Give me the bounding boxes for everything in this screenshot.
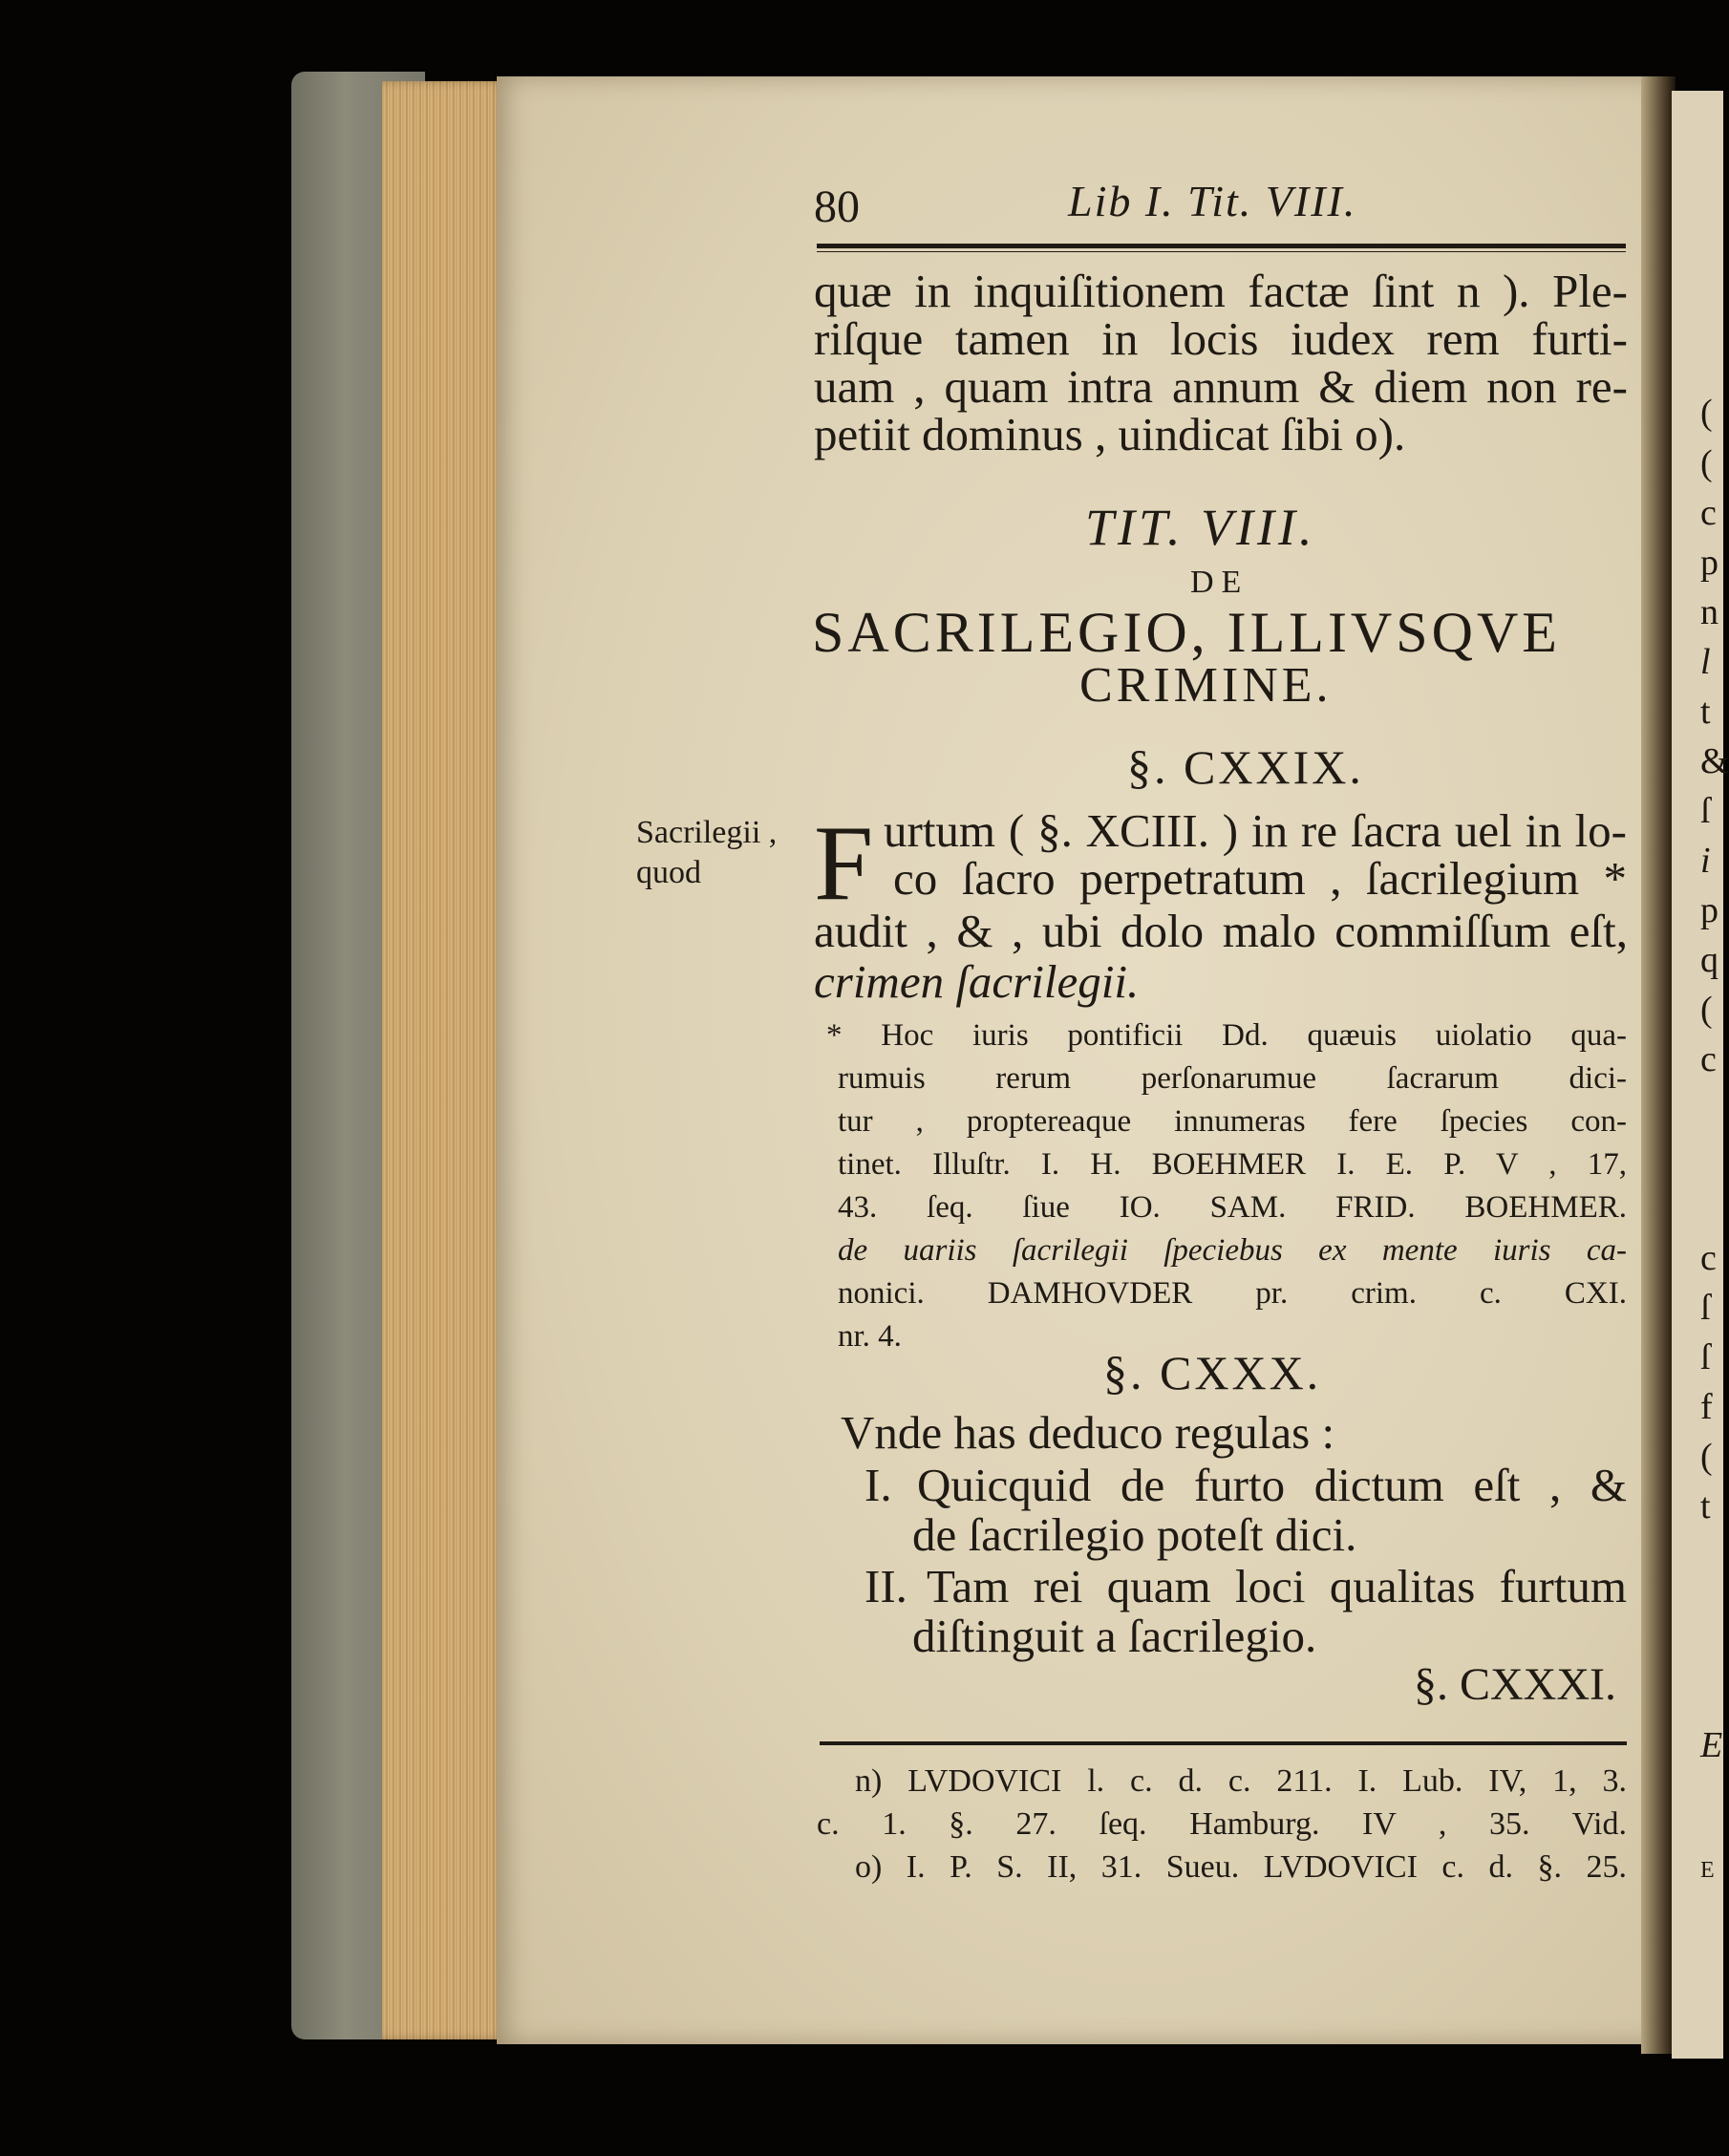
page-edges [382,81,506,2039]
chapter-heading: SACRILEGIO, ILLIVSQVE [812,601,1561,664]
glyph: E [1700,1858,1715,1883]
paragraph-line: audit , & , ubi dolo malo commiſſum eſt, [814,905,1628,957]
rule-line: de ſacrilegio poteſt dici. [912,1508,1357,1561]
glyph: c [1700,493,1717,533]
section-mark: §. CXXX. [1103,1346,1322,1399]
glyph: f [1700,1387,1713,1427]
glyph: ( [1700,990,1713,1030]
drop-initial: F [814,804,874,923]
glyph: l [1700,642,1711,682]
continuation-line: quæ in inquiſitionem factæ ſint n ). Ple- [814,265,1628,317]
facing-page-edge [1672,91,1729,2059]
tit-label: TIT. VIII. [1085,499,1316,556]
margin-note: Sacrilegii , [636,815,778,850]
footnote-line: n) LVDOVICI l. c. d. c. 211. I. Lub. IV, 1, 3. [855,1763,1627,1799]
section-mark: §. CXXIX. [1127,740,1364,794]
glyph: c [1700,1039,1717,1079]
note-line: tinet. Illuſtr. I. H. BOEHMER I. E. P. V , 17, [838,1147,1627,1182]
running-title: Lib I. Tit. VIII. [1068,177,1357,225]
glyph: ſ [1700,791,1711,831]
glyph: & [1700,741,1729,781]
margin-note: quod [636,855,701,890]
paragraph-line: crimen ſacrilegii. [814,955,1140,1008]
page-number: 80 [814,181,860,232]
chapter-heading-line2: CRIMINE. [1079,658,1333,713]
glyph: p [1700,890,1718,930]
header-rule-thin [817,251,1626,252]
footnote-line: o) I. P. S. II, 31. Sueu. LVDOVICI c. d. §. 25. [855,1849,1627,1885]
glyph: t [1700,1486,1711,1526]
paragraph-line: co ſacro perpetratum , ſacrilegium * [893,852,1627,905]
glyph: c [1700,1238,1717,1278]
footnote-rule [820,1741,1627,1745]
glyph: ſ [1700,1337,1711,1377]
glyph: ( [1700,443,1713,483]
book-gutter [1641,76,1676,2054]
glyph: i [1700,841,1711,881]
section-mark: §. CXXXI. [1414,1659,1616,1710]
note-line: tur , proptereaque innumeras fere ſpecies con- [838,1104,1627,1139]
rule-line: Quicquid de furto dictum eſt , & [917,1459,1627,1511]
rule-number: I. [864,1459,892,1511]
note-line: nr. 4. [838,1319,902,1354]
glyph: ( [1700,1437,1713,1477]
note-line: de uariis ſacrilegii ſpeciebus ex mente iuris ca- [838,1233,1627,1268]
glyph: n [1700,592,1718,632]
note-line: 43. ſeq. ſiue IO. SAM. FRID. BOEHMER. [838,1190,1627,1225]
rules-intro: Vnde has deduco regulas : [841,1406,1335,1459]
de-label: DE [1190,565,1249,600]
continuation-line: riſque tamen in locis iudex rem furti- [814,312,1628,365]
note-line: * Hoc iuris pontificii Dd. quæuis uiolatio qua- [826,1018,1627,1053]
glyph: t [1700,692,1711,732]
footnote-line: c. 1. §. 27. ſeq. Hamburg. IV , 35. Vid. [817,1806,1627,1842]
rule-number: II. [864,1560,907,1612]
glyph: ſ [1700,1288,1711,1328]
glyph: p [1700,543,1718,583]
rule-line: Tam rei quam loci qualitas furtum [927,1560,1627,1612]
rule-line: diſtinguit a ſacrilegio. [912,1610,1317,1662]
header-rule [817,244,1626,248]
paragraph-line: urtum ( §. XCIII. ) in re ſacra uel in lo- [884,804,1627,857]
glyph: ( [1700,393,1713,433]
glyph: E [1700,1725,1723,1765]
note-line: rumuis rerum perſonarumue ſacrarum dici- [838,1061,1627,1096]
glyph: q [1700,940,1718,980]
continuation-line: petiit dominus , uindicat ſibi o). [814,408,1406,460]
note-line: nonici. DAMHOVDER pr. crim. c. CXI. [838,1276,1627,1311]
continuation-line: uam , quam intra annum & diem non re- [814,360,1628,413]
